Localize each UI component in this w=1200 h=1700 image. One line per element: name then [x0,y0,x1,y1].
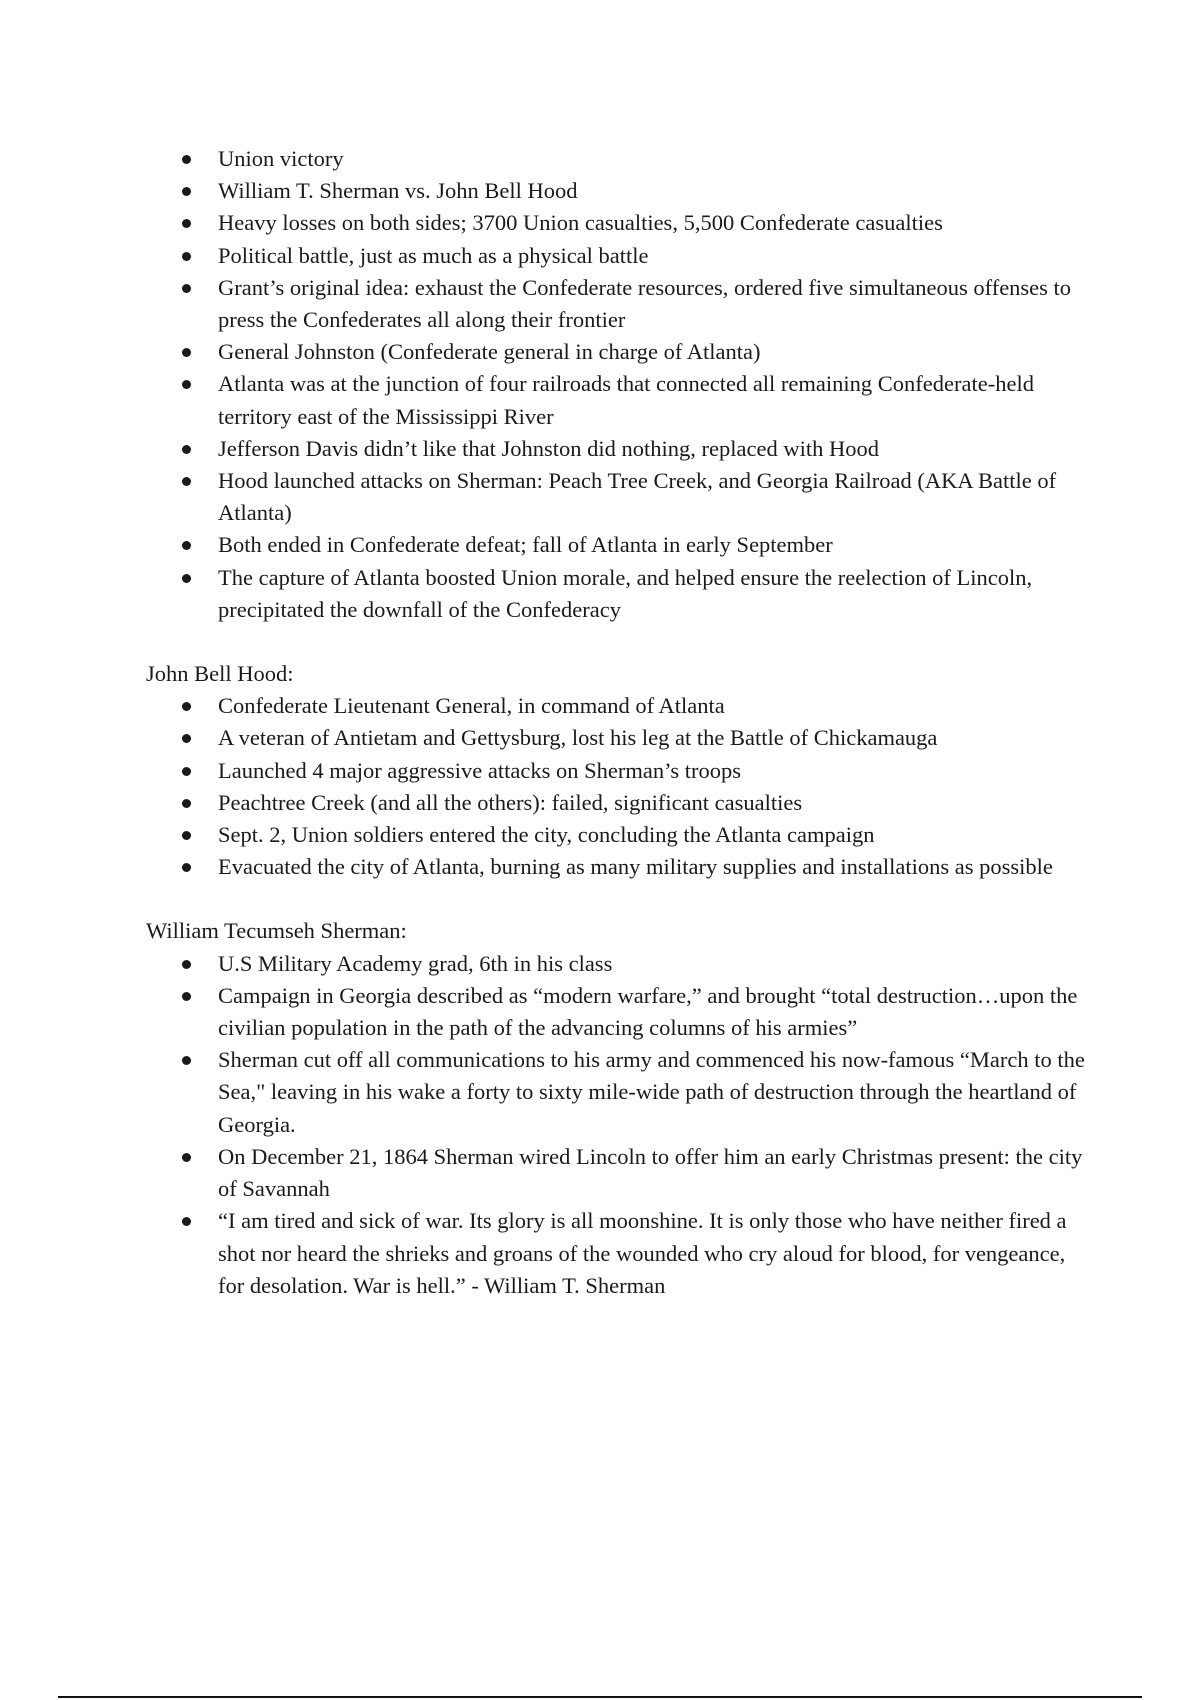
list-item: Atlanta was at the junction of four railroads that connected all remaining Confederate-held territory east of the Mississippi River [218,368,1096,432]
list-item: A veteran of Antietam and Gettysburg, lost his leg at the Battle of Chickamauga [218,722,1096,754]
hood-list [146,690,1096,883]
section-heading-hood: John Bell Hood: [146,661,294,687]
document-page [146,143,1096,1302]
list-item: Confederate Lieutenant General, in command of Atlanta [218,690,1096,722]
section-heading-sherman: William Tecumseh Sherman: [146,918,407,944]
list-item: Jefferson Davis didn’t like that Johnston did nothing, replaced with Hood [218,433,1096,465]
list-item: “I am tired and sick of war. Its glory is all moonshine. It is only those who have neither fired a shot nor heard the shrieks and groans of the wounded who cry aloud for blood, for vengeance, for desolation. War is hell.” - William T. Sherman [218,1205,1096,1302]
list-item: General Johnston (Confederate general in charge of Atlanta) [218,336,1096,368]
list-item: Hood launched attacks on Sherman: Peach Tree Creek, and Georgia Railroad (AKA Battle of Atlanta) [218,465,1096,529]
bottom-divider [58,1696,1142,1698]
list-item: Heavy losses on both sides; 3700 Union casualties, 5,500 Confederate casualties [218,207,1096,239]
list-item: Launched 4 major aggressive attacks on Sherman’s troops [218,755,1096,787]
list-item: William T. Sherman vs. John Bell Hood [218,175,1096,207]
list-item: Sept. 2, Union soldiers entered the city, concluding the Atlanta campaign [218,819,1096,851]
sherman-list [146,948,1096,1302]
section-spacer [146,626,1096,658]
list-item: On December 21, 1864 Sherman wired Lincoln to offer him an early Christmas present: the city of Savannah [218,1141,1096,1205]
list-item: Evacuated the city of Atlanta, burning as many military supplies and installations as possible [218,851,1096,883]
list-item: Campaign in Georgia described as “modern warfare,” and brought “total destruction…upon the civilian population in the path of the advancing columns of his armies” [218,980,1096,1044]
list-item: Both ended in Confederate defeat; fall of Atlanta in early September [218,529,1096,561]
list-item: Union victory [218,143,1096,175]
battle-summary-list [146,143,1096,626]
section-spacer [146,883,1096,915]
list-item: U.S Military Academy grad, 6th in his class [218,948,1096,980]
list-item: Political battle, just as much as a physical battle [218,240,1096,272]
list-item: Sherman cut off all communications to his army and commenced his now-famous “March to the Sea," leaving in his wake a forty to sixty mile-wide path of destruction through the heartland of Georgia. [218,1044,1096,1141]
list-item: The capture of Atlanta boosted Union morale, and helped ensure the reelection of Lincoln, precipitated the downfall of the Confederacy [218,562,1096,626]
list-item: Grant’s original idea: exhaust the Confederate resources, ordered five simultaneous offenses to press the Confederates all along their frontier [218,272,1096,336]
list-item: Peachtree Creek (and all the others): failed, significant casualties [218,787,1096,819]
